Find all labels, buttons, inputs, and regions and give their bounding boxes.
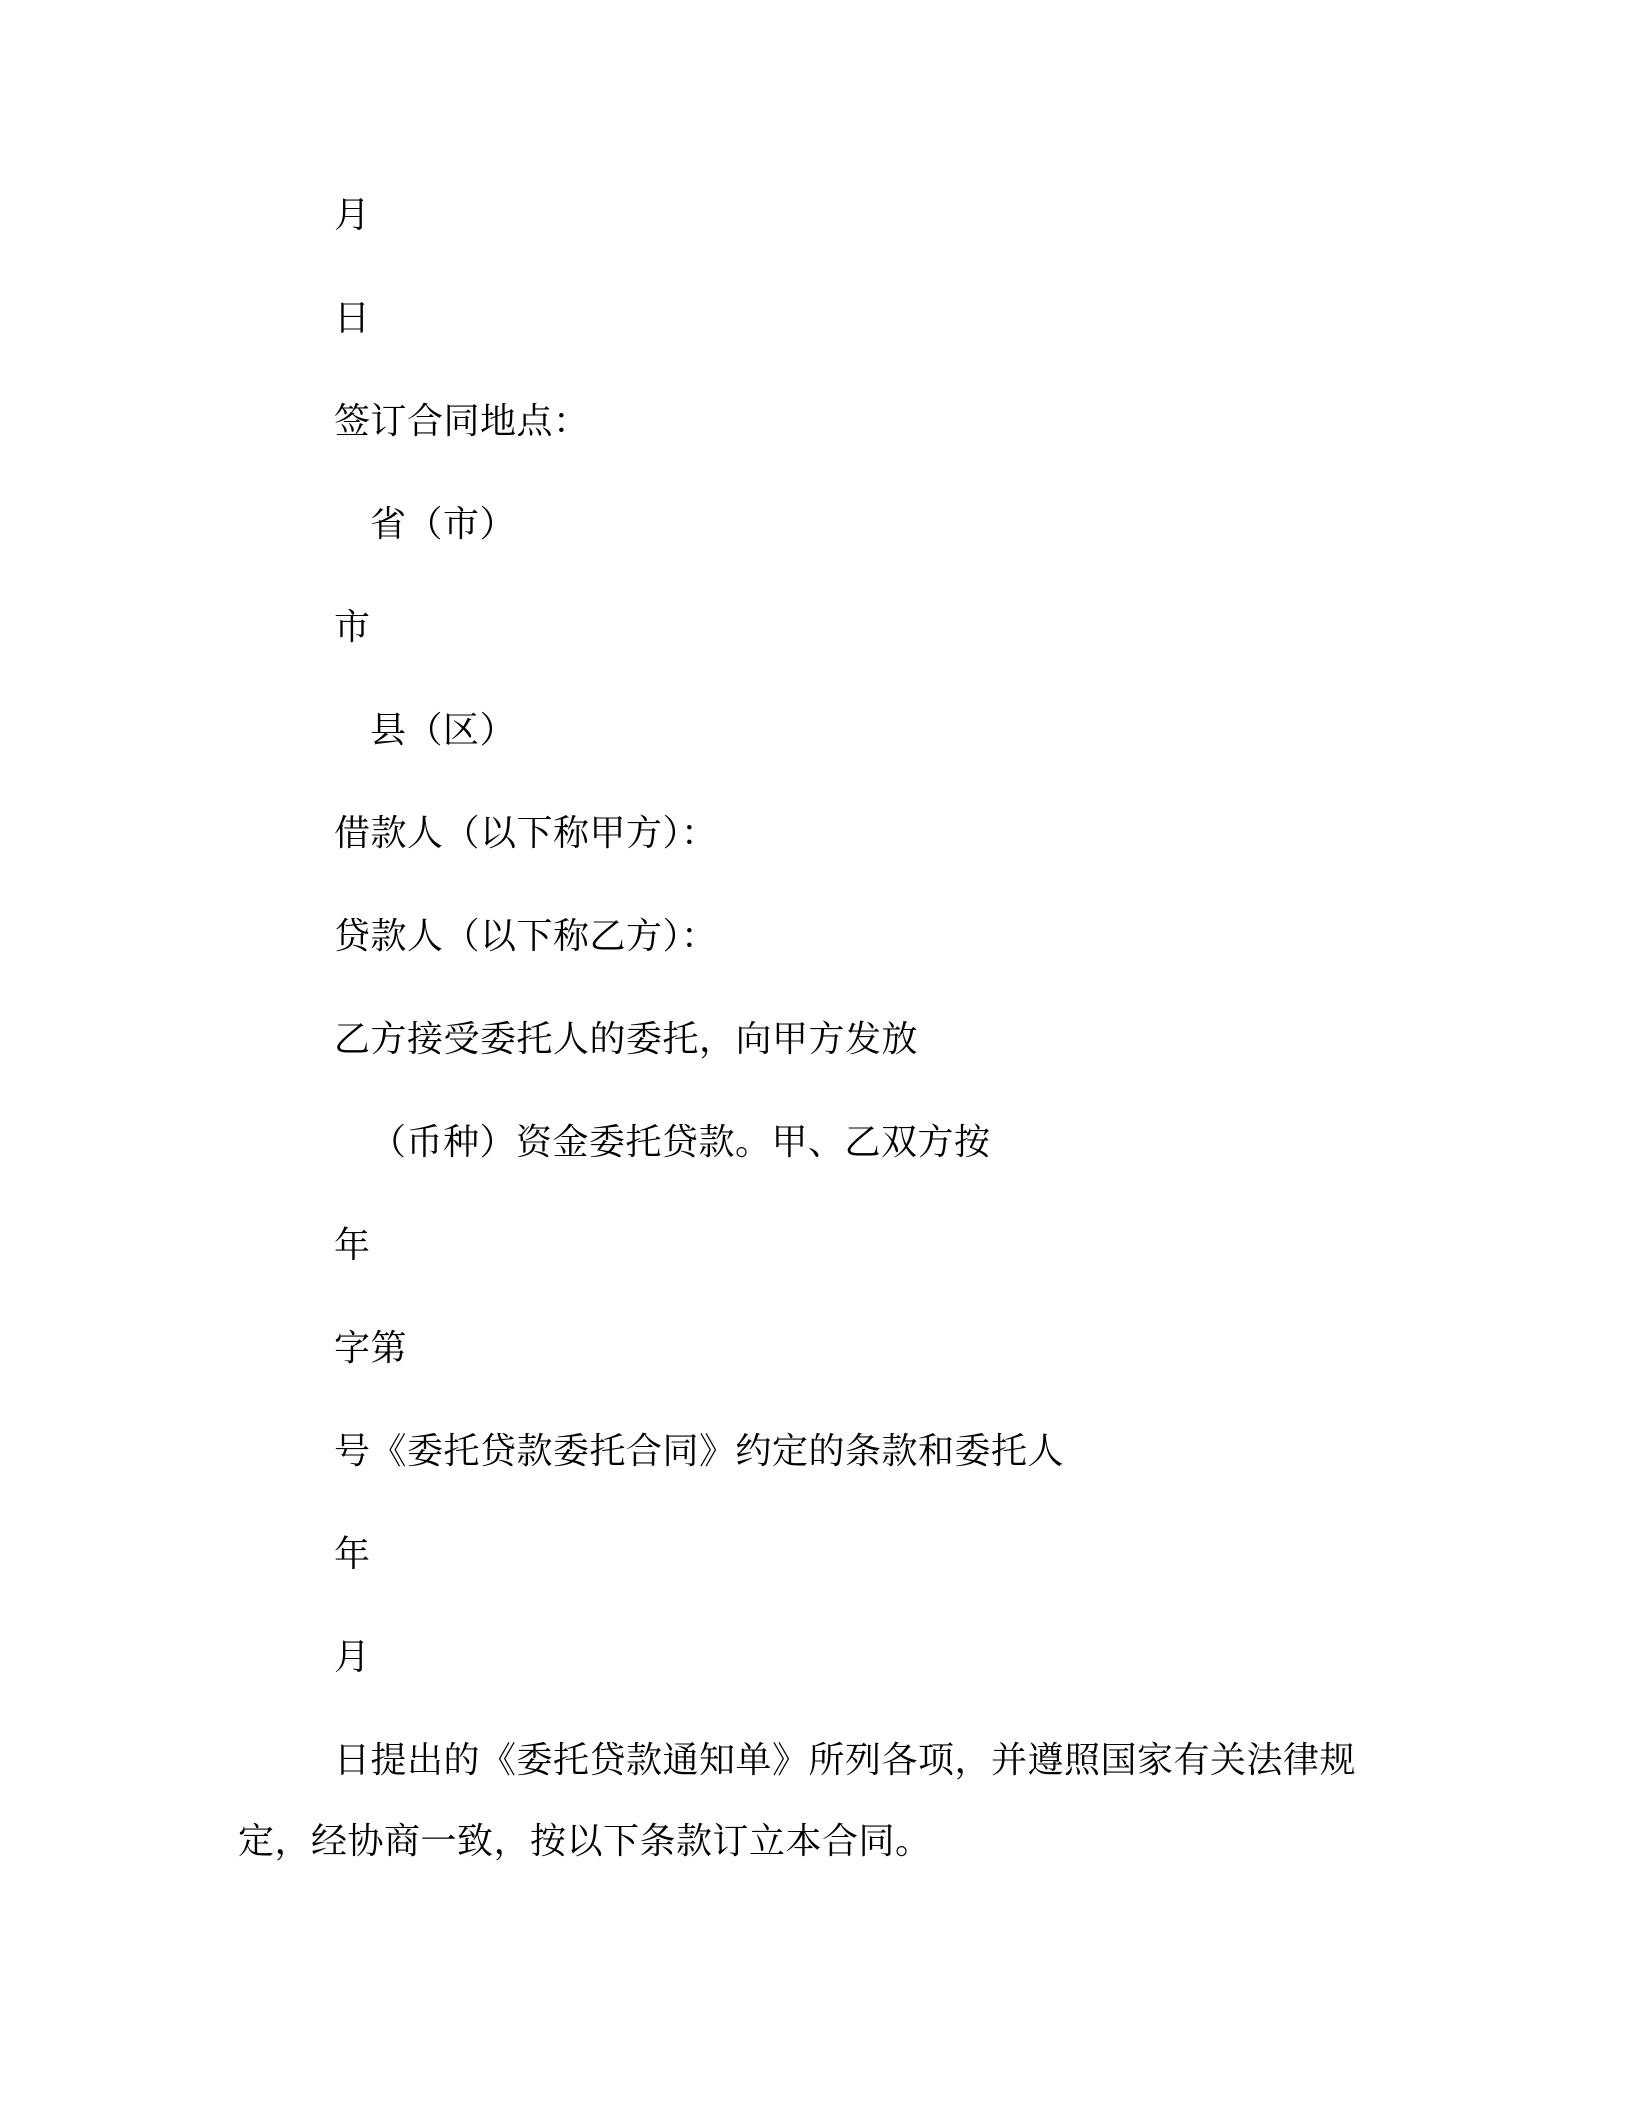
lender-label: 贷款人（以下称乙方）：	[334, 916, 718, 957]
date-month-label: 月	[334, 195, 371, 236]
paragraph-line: 年	[334, 1534, 371, 1575]
paragraph-line: 字第	[334, 1328, 408, 1369]
date-day-label: 日	[334, 298, 371, 339]
paragraph-line: 号《委托贷款委托合同》约定的条款和委托人	[334, 1431, 1065, 1472]
paragraph-line: 月	[334, 1637, 371, 1678]
paragraph-line: 定，经协商一致，按以下条款订立本合同。	[238, 1821, 932, 1862]
paragraph-line: 乙方接受委托人的委托，向甲方发放	[334, 1019, 919, 1060]
signing-location-label: 签订合同地点：	[334, 401, 590, 442]
paragraph-line: 日提出的《委托贷款通知单》所列各项，并遵照国家有关法律规	[334, 1740, 1357, 1781]
province-label: 省（市）	[370, 504, 517, 545]
city-label: 市	[334, 607, 371, 648]
paragraph-line: （币种）资金委托贷款。甲、乙双方按	[370, 1122, 991, 1163]
county-label: 县（区）	[370, 710, 517, 751]
borrower-label: 借款人（以下称甲方）：	[334, 813, 718, 854]
paragraph-line: 年	[334, 1225, 371, 1266]
